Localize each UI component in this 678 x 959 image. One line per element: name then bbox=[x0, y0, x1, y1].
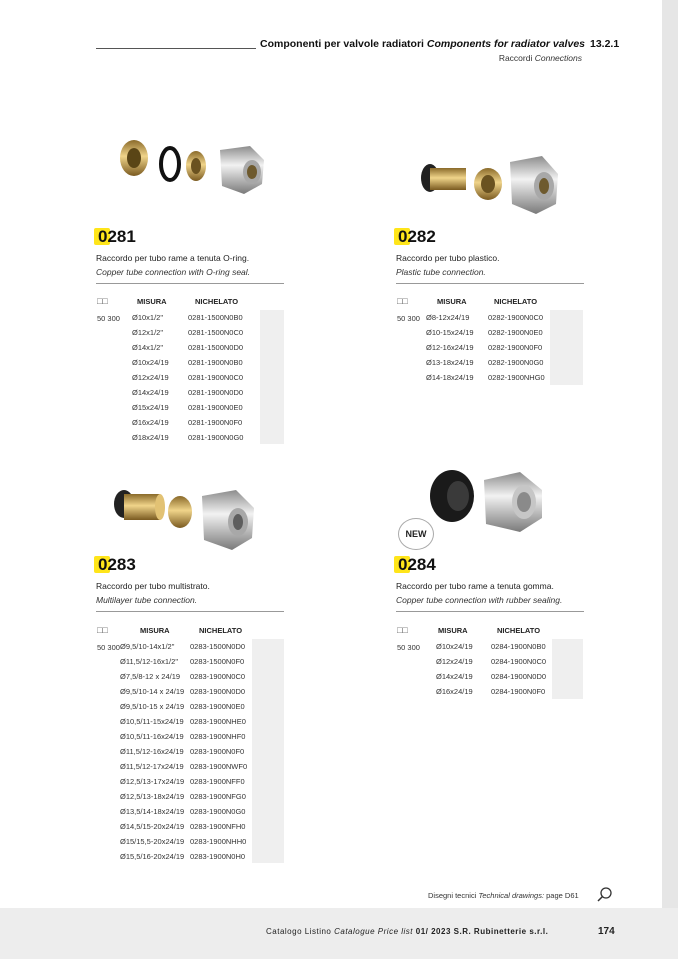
product-desc-en: Copper tube connection with rubber sealing. bbox=[396, 595, 563, 605]
page-edge-strip bbox=[662, 0, 678, 908]
shade-column bbox=[252, 639, 284, 863]
product-desc-it: Raccordo per tubo rame a tenuta O-ring. bbox=[96, 253, 250, 263]
nichelato-cell: 0283-1500N0D0 bbox=[190, 642, 246, 651]
misura-cell: Ø12-16x24/19 bbox=[426, 343, 474, 352]
misura-cell: Ø10,5/11-16x24/19 bbox=[120, 732, 184, 741]
misura-cell: Ø9,5/10-14 x 24/19 bbox=[120, 687, 185, 696]
misura-cell: Ø9,5/10-14x1/2" bbox=[120, 642, 175, 651]
table-row bbox=[120, 849, 250, 864]
misura-cell: Ø10x1/2" bbox=[132, 313, 164, 322]
table-row bbox=[396, 355, 546, 370]
shade-column bbox=[550, 310, 583, 385]
misura-cell: Ø10,5/11-15x24/19 bbox=[120, 717, 184, 726]
misura-cell: Ø12x1/2" bbox=[132, 328, 164, 337]
packaging-icons: □□ bbox=[397, 296, 408, 306]
col-nichelato: NICHELATO bbox=[195, 297, 239, 306]
product-desc-en: Multilayer tube connection. bbox=[96, 595, 198, 605]
table-row bbox=[96, 370, 266, 385]
table-row bbox=[396, 340, 546, 355]
misura-cell: Ø14x24/19 bbox=[132, 388, 169, 397]
page-title bbox=[260, 38, 585, 50]
table-row bbox=[120, 774, 250, 789]
nichelato-cell: 0281-1900N0F0 bbox=[188, 418, 243, 427]
misura-cell: Ø9,5/10-15 x 24/19 bbox=[120, 702, 185, 711]
packaging-icons: □□ bbox=[397, 625, 408, 635]
misura-cell: Ø15/15,5-20x24/19 bbox=[120, 837, 185, 846]
nichelato-cell: 0283-1900N0C0 bbox=[190, 672, 246, 681]
misura-cell: Ø14-18x24/19 bbox=[426, 373, 474, 382]
col-nichelato: NICHELATO bbox=[199, 626, 243, 635]
nichelato-cell: 0281-1900N0G0 bbox=[188, 433, 244, 442]
product-desc-en: Plastic tube connection. bbox=[396, 267, 486, 277]
table-row bbox=[96, 400, 266, 415]
subtitle-en: Connections bbox=[534, 53, 582, 63]
product-desc-it: Raccordo per tubo multistrato. bbox=[96, 581, 210, 591]
misura-cell: Ø11,5/12-16x1/2" bbox=[120, 657, 178, 666]
misura-cell: Ø15x24/19 bbox=[132, 403, 169, 412]
divider bbox=[96, 611, 284, 612]
misura-cell: Ø12,5/13-18x24/19 bbox=[120, 792, 185, 801]
page-number: 174 bbox=[598, 926, 615, 937]
nichelato-cell: 0281-1500N0D0 bbox=[188, 343, 244, 352]
nichelato-cell: 0283-1900NHH0 bbox=[190, 837, 247, 846]
nichelato-cell: 0282-1900N0E0 bbox=[488, 328, 543, 337]
table-row bbox=[120, 834, 250, 849]
tech-label-en: Technical drawings: bbox=[478, 891, 545, 900]
packaging-icons: □□ bbox=[97, 625, 108, 635]
pack-qty: 50 300 bbox=[397, 643, 420, 652]
misura-cell: Ø11,5/12-17x24/19 bbox=[120, 762, 184, 771]
product-0283-table bbox=[120, 639, 250, 864]
footer-catalog-it: Catalogo Listino bbox=[266, 927, 332, 936]
nichelato-cell: 0283-1900N0H0 bbox=[190, 852, 246, 861]
nichelato-cell: 0283-1900NHF0 bbox=[190, 732, 246, 741]
footer-company: S.R. Rubinetterie s.r.l. bbox=[453, 927, 549, 936]
table-row bbox=[96, 340, 266, 355]
divider bbox=[396, 611, 584, 612]
table-row bbox=[396, 669, 548, 684]
nichelato-cell: 0282-1900N0F0 bbox=[488, 343, 543, 352]
product-0284-heading bbox=[396, 555, 586, 605]
product-0282-heading bbox=[396, 227, 586, 277]
nichelato-cell: 0284-1900N0D0 bbox=[491, 672, 547, 681]
table-row bbox=[120, 714, 250, 729]
product-desc-it: Raccordo per tubo plastico. bbox=[396, 253, 500, 263]
nichelato-cell: 0283-1900N0G0 bbox=[190, 807, 246, 816]
misura-cell: Ø14,5/15-20x24/19 bbox=[120, 822, 185, 831]
packaging-icons: □□ bbox=[97, 296, 108, 306]
misura-cell: Ø14x24/19 bbox=[436, 672, 473, 681]
section-number: 13.2.1 bbox=[590, 38, 620, 50]
table-row bbox=[96, 310, 266, 325]
col-nichelato: NICHELATO bbox=[494, 297, 538, 306]
product-code: 0282 bbox=[398, 227, 436, 246]
product-0283-image bbox=[110, 482, 260, 554]
table-row bbox=[396, 684, 548, 699]
misura-cell: Ø12x24/19 bbox=[132, 373, 169, 382]
table-row bbox=[396, 654, 548, 669]
col-misura: MISURA bbox=[438, 626, 468, 635]
col-misura: MISURA bbox=[140, 626, 170, 635]
title-en: Components for radiator valves bbox=[426, 38, 585, 50]
page-subtitle bbox=[499, 53, 582, 63]
new-badge: NEW bbox=[398, 518, 434, 550]
technical-drawings-link[interactable] bbox=[428, 891, 579, 900]
header-rule bbox=[96, 48, 256, 49]
pack-qty: 50 300 bbox=[97, 643, 120, 652]
misura-cell: Ø16x24/19 bbox=[132, 418, 169, 427]
footer-date: 01/ 2023 bbox=[415, 927, 451, 936]
table-row bbox=[120, 684, 250, 699]
subtitle-it: Raccordi bbox=[498, 53, 533, 63]
col-misura: MISURA bbox=[137, 297, 167, 306]
table-row bbox=[96, 325, 266, 340]
misura-cell: Ø7,5/8-12 x 24/19 bbox=[120, 672, 181, 681]
nichelato-cell: 0281-1900N0E0 bbox=[188, 403, 243, 412]
misura-cell: Ø14x1/2" bbox=[132, 343, 164, 352]
table-row bbox=[96, 385, 266, 400]
misura-cell: Ø10x24/19 bbox=[436, 642, 473, 651]
product-0282-image bbox=[412, 148, 562, 218]
table-row bbox=[96, 430, 266, 445]
col-nichelato: NICHELATO bbox=[497, 626, 541, 635]
pack-qty: 50 300 bbox=[397, 314, 420, 323]
product-code: 0281 bbox=[98, 227, 136, 246]
table-row bbox=[120, 744, 250, 759]
misura-cell: Ø12x24/19 bbox=[436, 657, 473, 666]
product-0284-table bbox=[396, 639, 548, 699]
misura-cell: Ø13,5/14-18x24/19 bbox=[120, 807, 185, 816]
nichelato-cell: 0281-1500N0B0 bbox=[188, 313, 243, 322]
divider bbox=[96, 283, 284, 284]
misura-cell: Ø11,5/12-16x24/19 bbox=[120, 747, 184, 756]
product-0284-image bbox=[424, 466, 548, 536]
table-row bbox=[120, 639, 250, 654]
table-row bbox=[120, 819, 250, 834]
nichelato-cell: 0283-1900N0F0 bbox=[190, 747, 245, 756]
misura-cell: Ø10x24/19 bbox=[132, 358, 169, 367]
nichelato-cell: 0281-1900N0D0 bbox=[188, 388, 244, 397]
product-0281-table bbox=[96, 310, 266, 445]
pack-qty: 50 300 bbox=[97, 314, 120, 323]
nichelato-cell: 0283-1900NHE0 bbox=[190, 717, 246, 726]
misura-cell: Ø13-18x24/19 bbox=[426, 358, 474, 367]
table-row bbox=[396, 639, 548, 654]
table-row bbox=[120, 789, 250, 804]
product-0281-image bbox=[112, 136, 272, 198]
col-misura: MISURA bbox=[437, 297, 467, 306]
product-0282-table bbox=[396, 310, 546, 385]
table-row bbox=[120, 669, 250, 684]
table-row bbox=[120, 699, 250, 714]
nichelato-cell: 0283-1900NWF0 bbox=[190, 762, 248, 771]
tech-label-it: Disegni tecnici bbox=[428, 891, 477, 900]
misura-cell: Ø18x24/19 bbox=[132, 433, 169, 442]
nichelato-cell: 0282-1900N0G0 bbox=[488, 358, 544, 367]
misura-cell: Ø16x24/19 bbox=[436, 687, 473, 696]
nichelato-cell: 0281-1500N0C0 bbox=[188, 328, 244, 337]
nichelato-cell: 0284-1900N0B0 bbox=[491, 642, 546, 651]
table-row bbox=[120, 804, 250, 819]
product-code: 0283 bbox=[98, 555, 136, 574]
product-0281-heading bbox=[96, 227, 286, 277]
nichelato-cell: 0283-1900N0E0 bbox=[190, 702, 245, 711]
nichelato-cell: 0283-1900NFH0 bbox=[190, 822, 246, 831]
nichelato-cell: 0283-1900NFG0 bbox=[190, 792, 246, 801]
product-desc-en: Copper tube connection with O-ring seal. bbox=[96, 267, 251, 277]
nichelato-cell: 0283-1500N0F0 bbox=[190, 657, 245, 666]
table-row bbox=[120, 654, 250, 669]
misura-cell: Ø12,5/13-17x24/19 bbox=[120, 777, 185, 786]
magnifier-icon[interactable] bbox=[597, 887, 613, 903]
tech-page-ref: page D61 bbox=[546, 891, 579, 900]
table-row bbox=[120, 759, 250, 774]
footer-text bbox=[266, 927, 548, 936]
title-it: Componenti per valvole radiatori bbox=[260, 38, 424, 50]
product-0283-heading bbox=[96, 555, 286, 605]
nichelato-cell: 0284-1900N0C0 bbox=[491, 657, 547, 666]
nichelato-cell: 0282-1900NHG0 bbox=[488, 373, 545, 382]
table-row bbox=[96, 355, 266, 370]
table-row bbox=[96, 415, 266, 430]
footer-catalog-en: Catalogue Price list bbox=[334, 927, 414, 936]
nichelato-cell: 0281-1900N0C0 bbox=[188, 373, 244, 382]
table-row bbox=[396, 370, 546, 385]
misura-cell: Ø10-15x24/19 bbox=[426, 328, 474, 337]
table-row bbox=[396, 325, 546, 340]
misura-cell: Ø15,5/16-20x24/19 bbox=[120, 852, 185, 861]
nichelato-cell: 0283-1900NFF0 bbox=[190, 777, 245, 786]
table-row bbox=[396, 310, 546, 325]
nichelato-cell: 0284-1900N0F0 bbox=[491, 687, 546, 696]
nichelato-cell: 0282-1900N0C0 bbox=[488, 313, 544, 322]
table-row bbox=[120, 729, 250, 744]
shade-column bbox=[552, 639, 583, 699]
product-code: 0284 bbox=[398, 555, 436, 574]
misura-cell: Ø8-12x24/19 bbox=[426, 313, 470, 322]
nichelato-cell: 0283-1900N0D0 bbox=[190, 687, 246, 696]
divider bbox=[396, 283, 584, 284]
product-desc-it: Raccordo per tubo rame a tenuta gomma. bbox=[396, 581, 554, 591]
nichelato-cell: 0281-1900N0B0 bbox=[188, 358, 243, 367]
